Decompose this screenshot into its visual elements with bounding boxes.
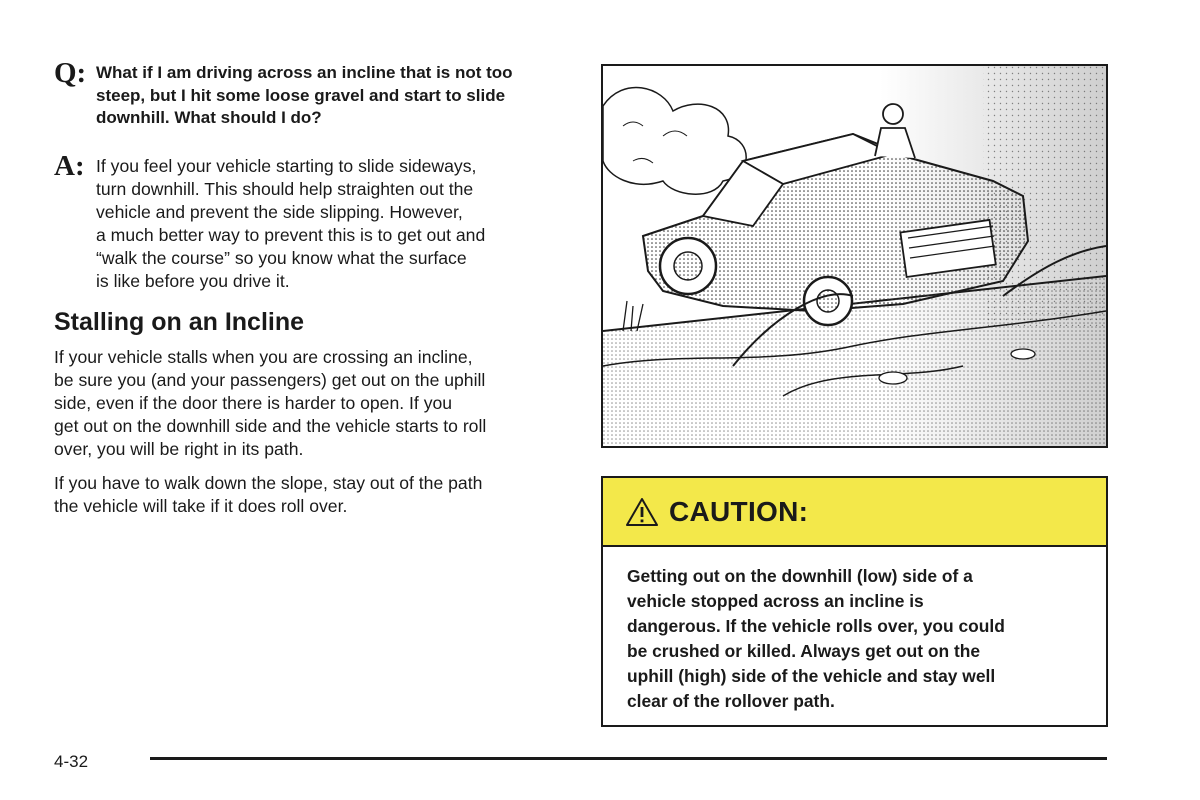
answer-text: If you feel your vehicle starting to slide sideways, turn downhill. This should help straighten out the vehicle and prevent the side slipping. However, a much better way to prevent this is to get out and “walk the course” so you know what the surface is like before you drive it. [96, 155, 486, 291]
question-block [54, 57, 564, 130]
answer-letter: A: [54, 149, 85, 182]
left-column [54, 57, 564, 529]
illustration-drawing [603, 66, 1106, 446]
page-number: 4-32 [54, 752, 89, 771]
warning-triangle-icon [625, 497, 659, 527]
footer-rule [150, 757, 1107, 760]
caution-header [603, 478, 1106, 547]
caution-title: CAUTION: [669, 495, 809, 527]
section-heading: Stalling on an Incline [54, 307, 305, 336]
question-letter: Q: [54, 57, 87, 89]
rear-wheel-hub [674, 252, 702, 280]
person-head [883, 104, 903, 124]
truck-incline-illustration [601, 64, 1108, 448]
paragraph-walk-slope: If you have to walk down the slope, stay out of the path the vehicle will take if it does roll over. [54, 472, 483, 516]
rock [879, 372, 907, 384]
answer-block [54, 149, 564, 293]
question-text: What if I am driving across an incline that is not too steep, but I hit some loose gravel and start to slide downhill. What should I do? [96, 63, 513, 127]
rock-2 [1011, 349, 1035, 359]
caution-text: Getting out on the downhill (low) side of a vehicle stopped across an incline is dangerous. If the vehicle rolls over, you could be crushed or killed. Always get out on the uphill (high) side of the vehicle and stay well clear of the rollover path. [627, 566, 1005, 711]
paragraph-uphill-exit: If your vehicle stalls when you are crossing an incline, be sure you (and your passengers) get out on the uphill side, even if the door there is harder to open. If you get out on the downhill side and the vehicle starts to roll over, you will be right in its path. [54, 346, 487, 459]
caution-box [601, 476, 1108, 727]
